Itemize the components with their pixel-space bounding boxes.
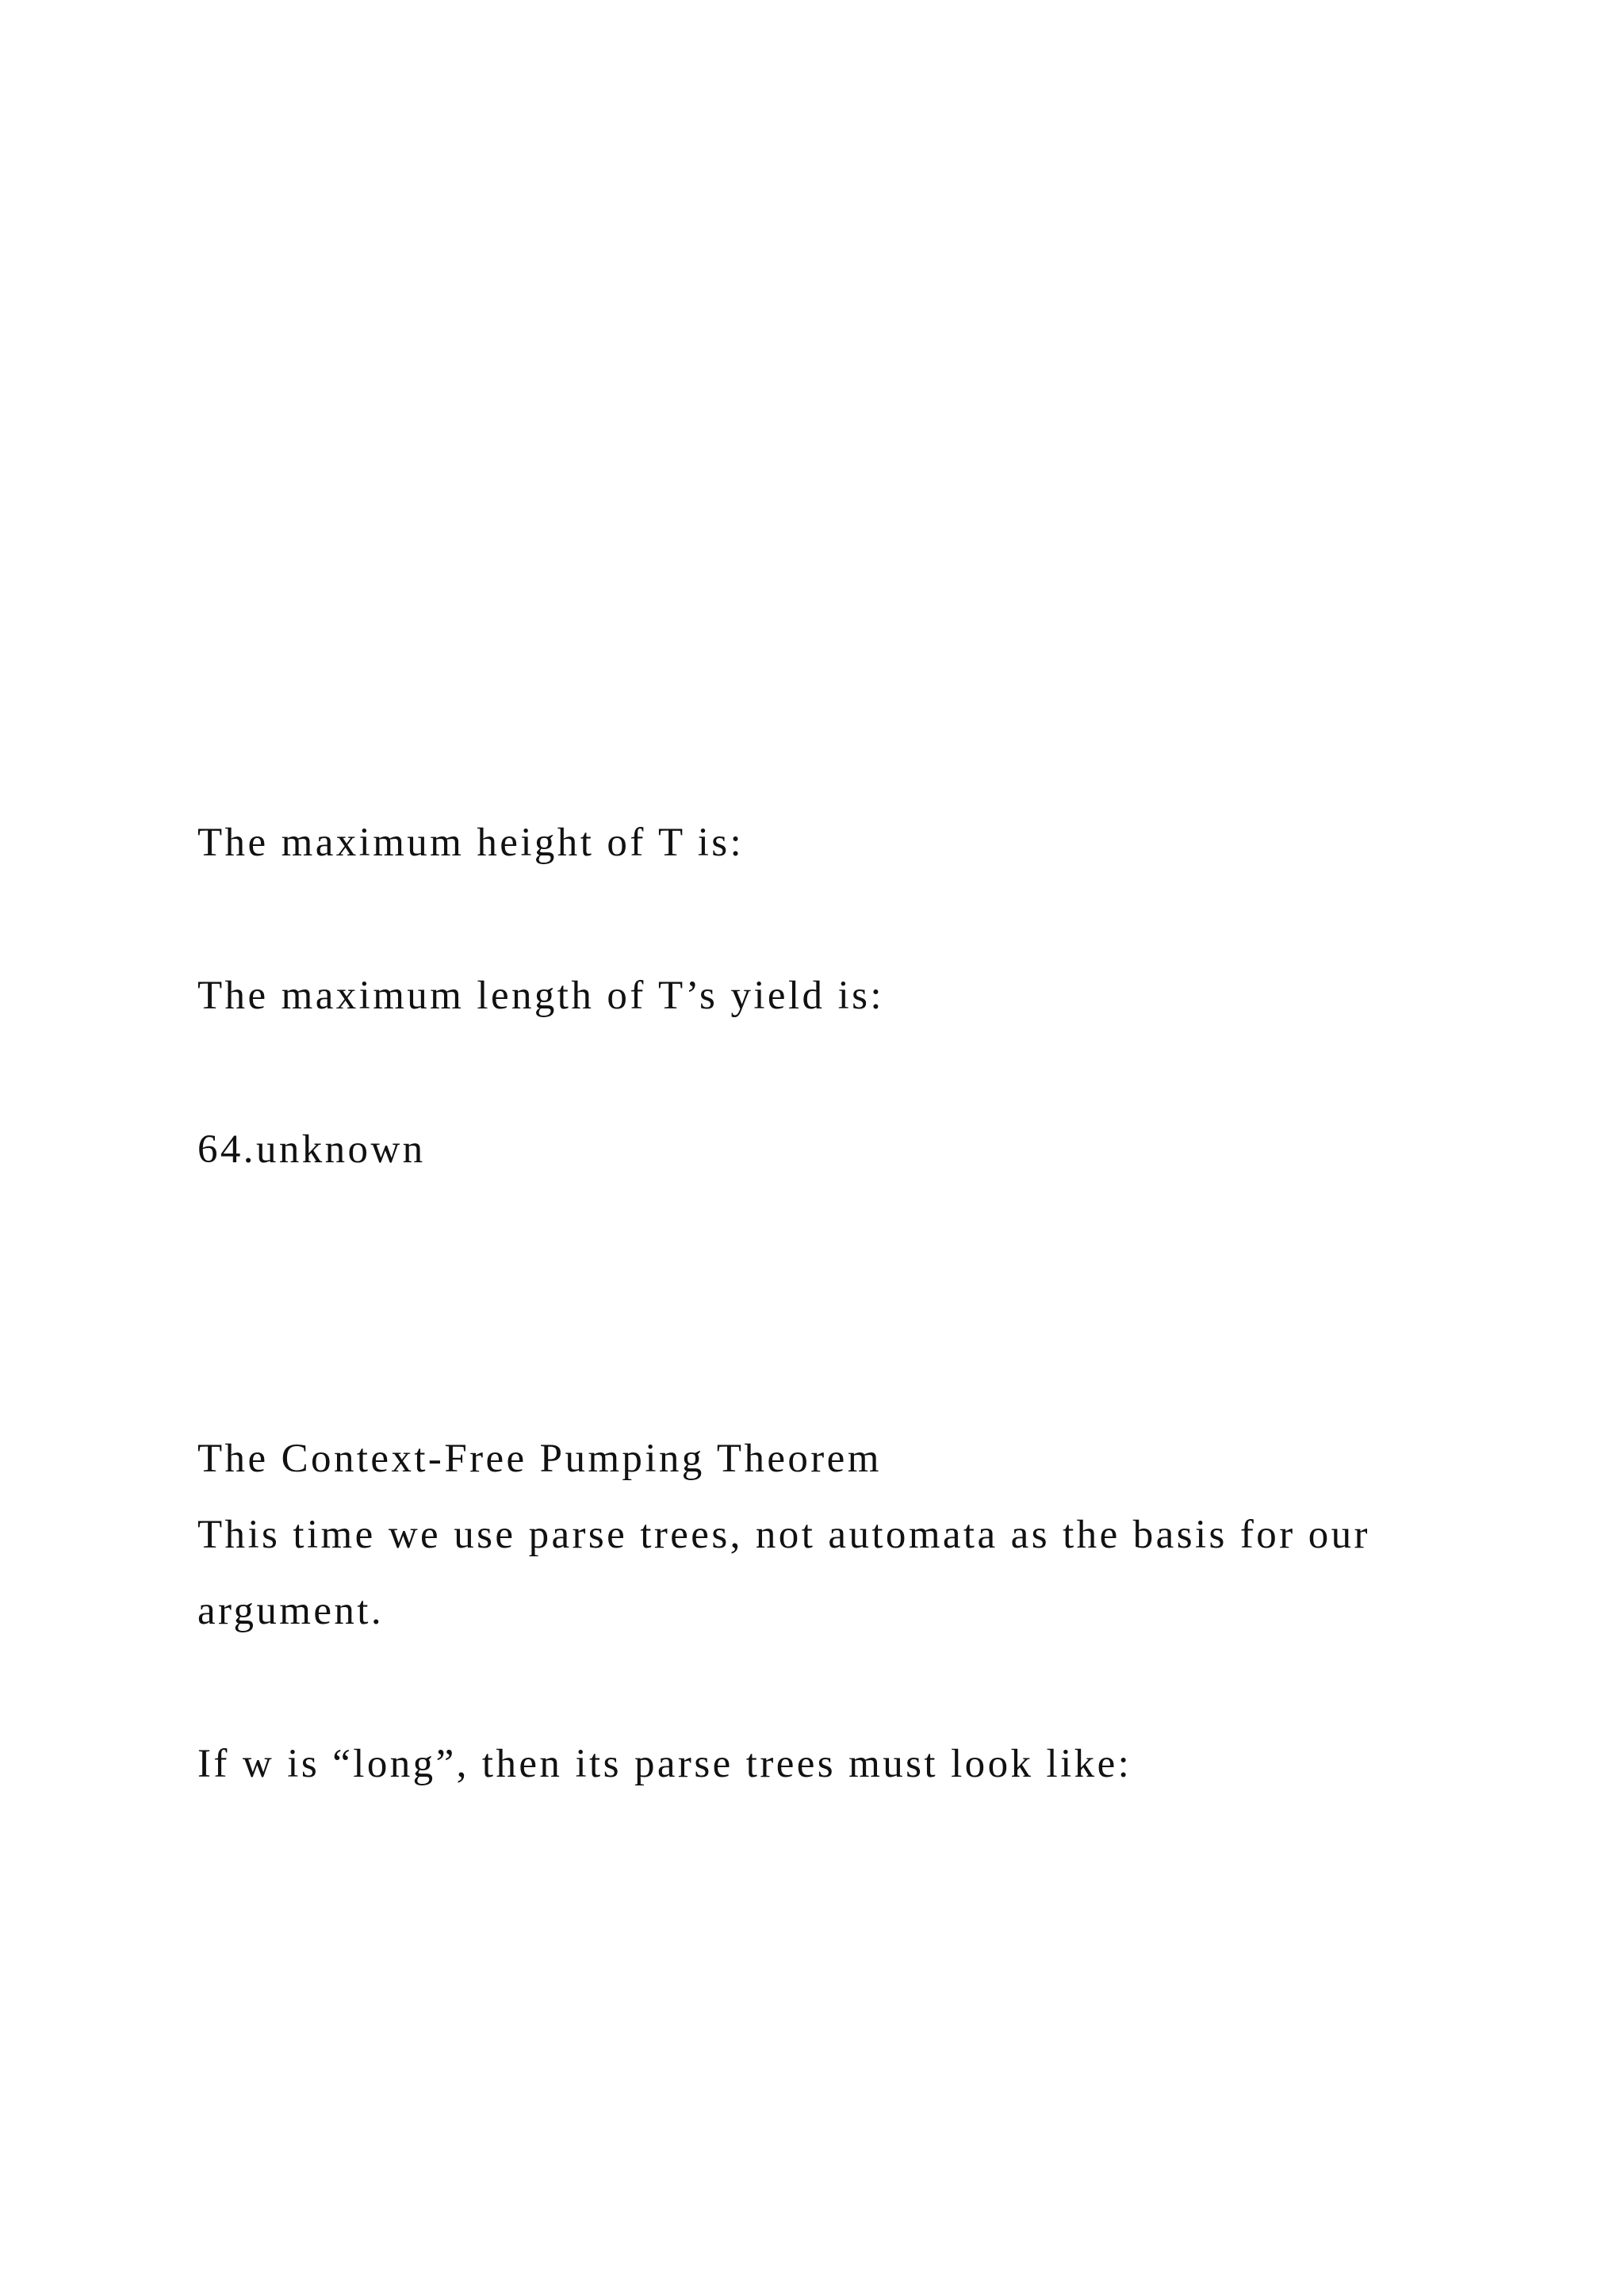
text-line-argument: argument. xyxy=(197,1589,385,1633)
text-line-long-w: If w is “long”, then its parse trees must look like: xyxy=(197,1742,1132,1786)
text-line-max-height: The maximum height of T is: xyxy=(197,821,745,865)
section-heading: The Context-Free Pumping Theorem xyxy=(197,1437,882,1481)
text-line-max-yield: The maximum length of T’s yield is: xyxy=(197,974,884,1018)
text-line-parse-trees: This time we use parse trees, not automata as the basis for our xyxy=(197,1513,1370,1557)
text-line-slide-number: 64.unknown xyxy=(197,1127,426,1172)
